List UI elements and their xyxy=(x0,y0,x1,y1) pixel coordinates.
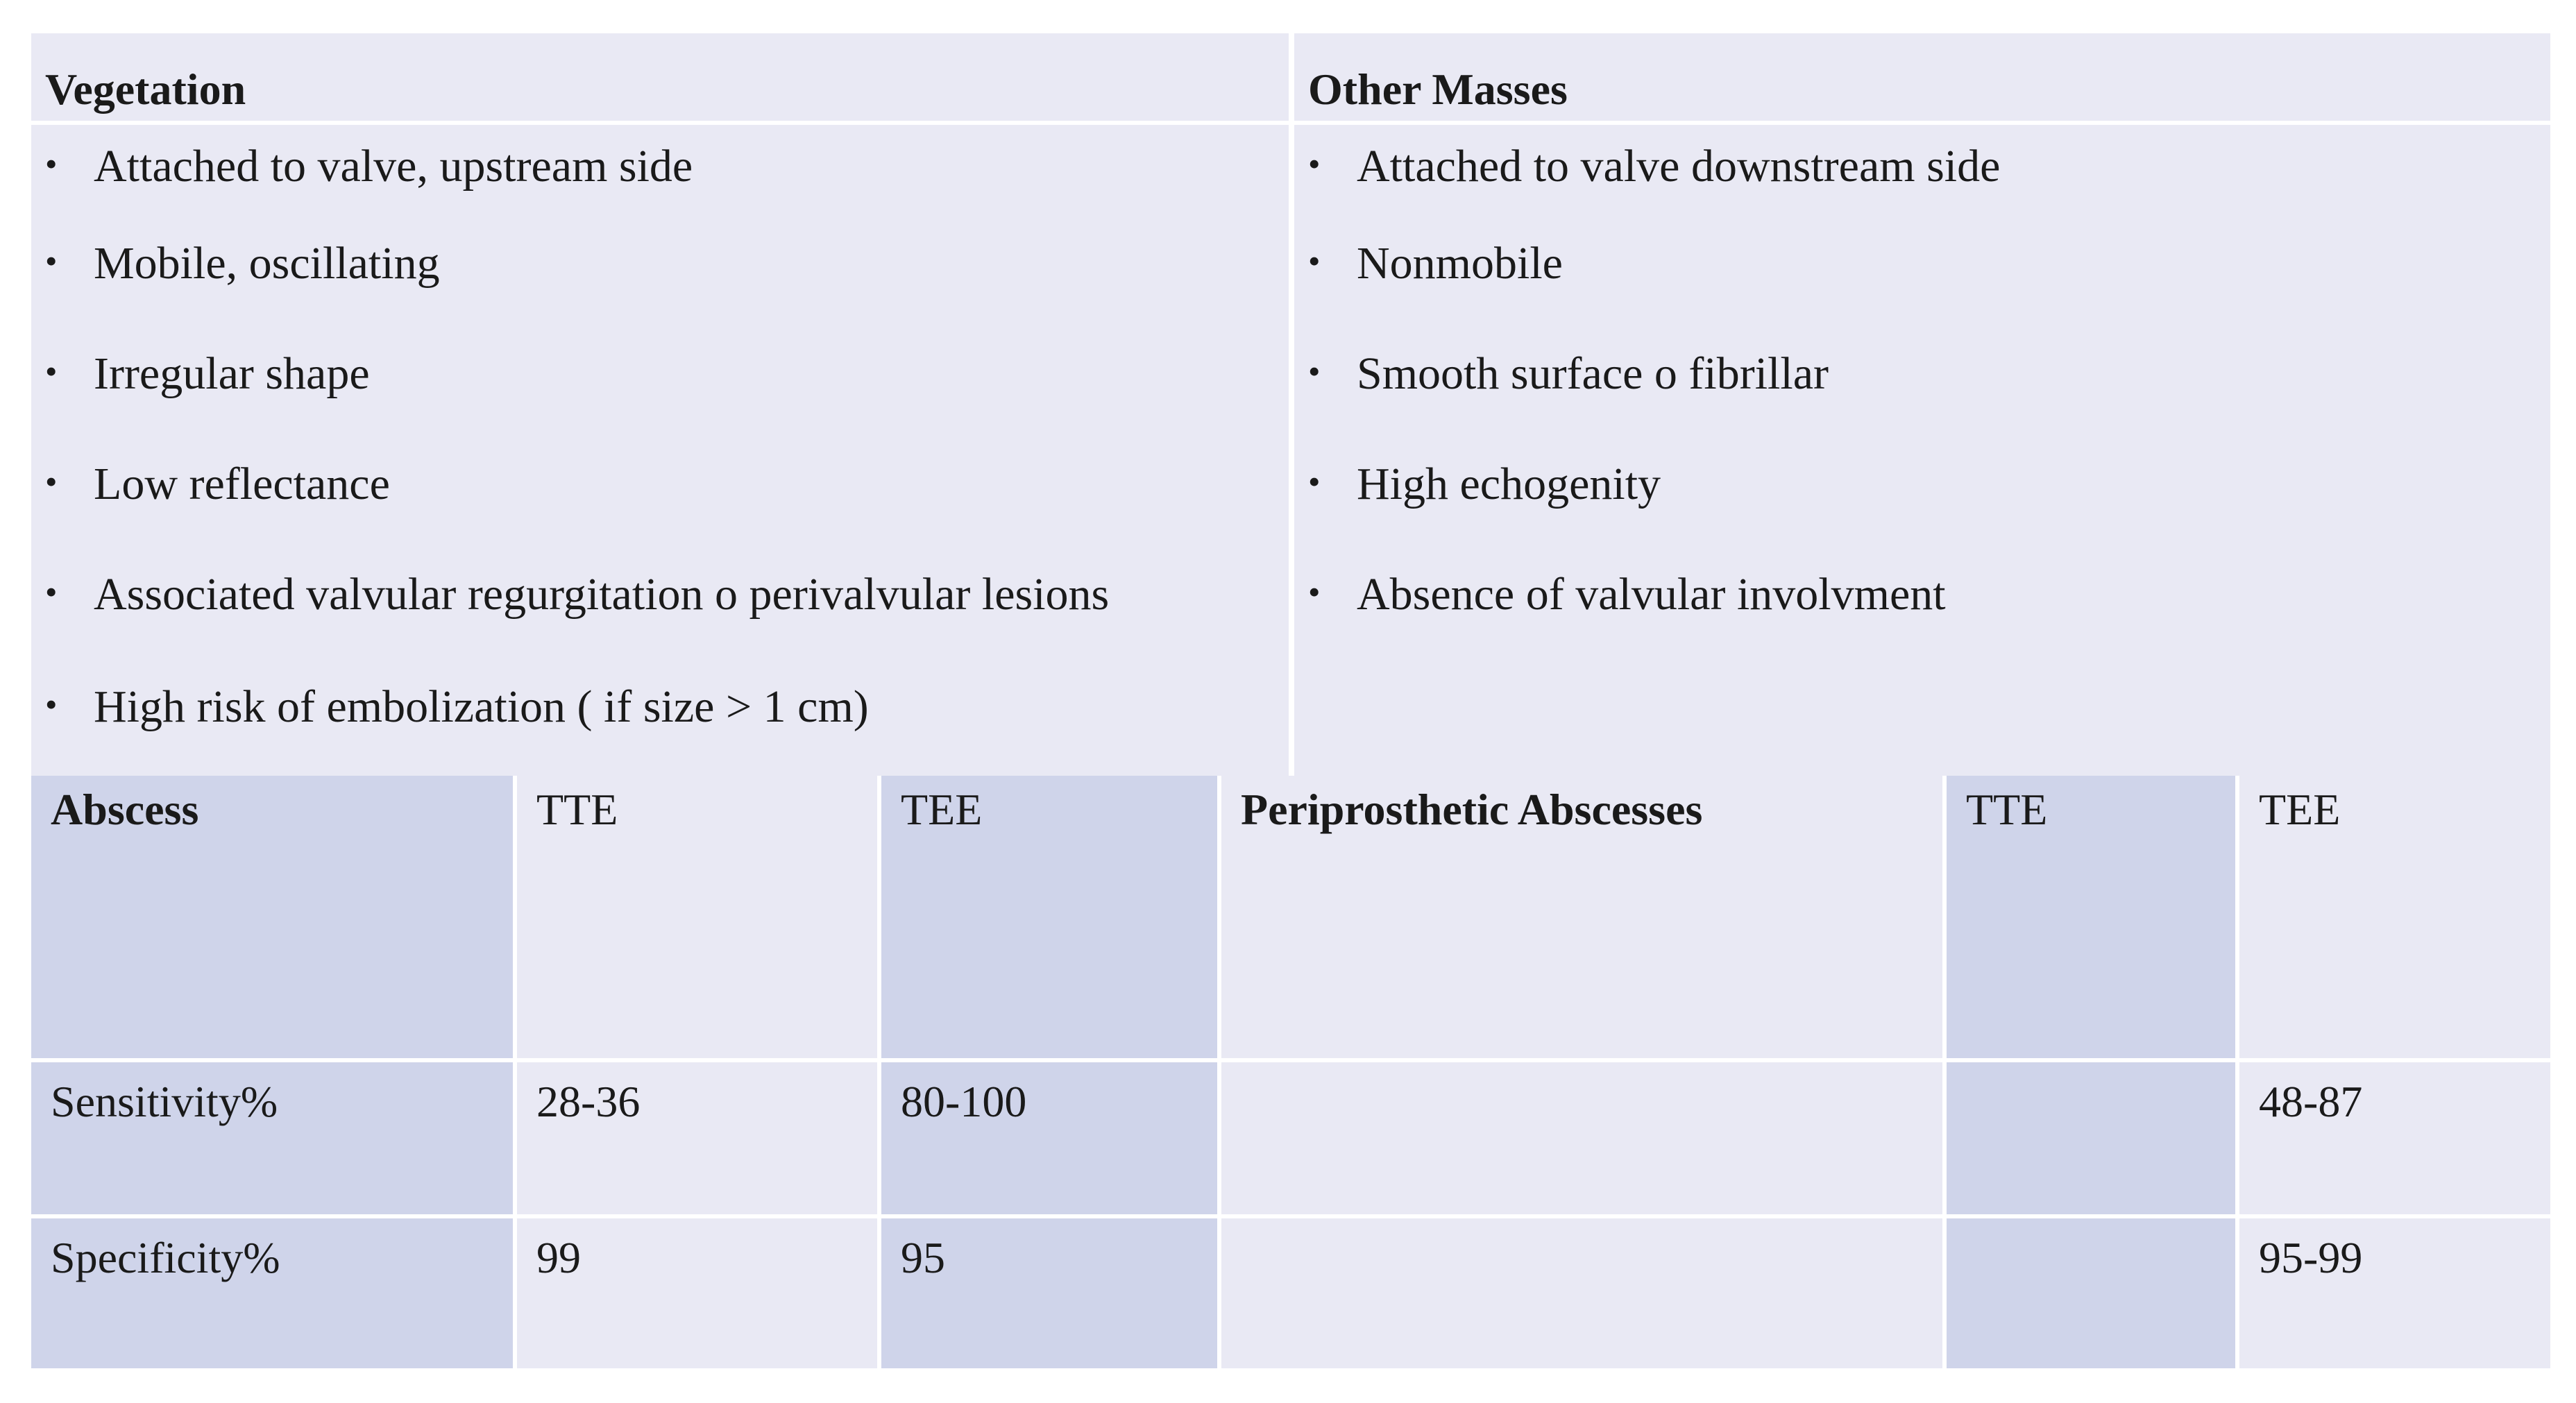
table-cell xyxy=(1947,1062,2239,1218)
abscess-table xyxy=(31,776,2550,1372)
list-item: • Absence of valvular involvment xyxy=(1308,568,1946,620)
list-item: • Attached to valve, upstream side xyxy=(45,141,693,192)
other-masses-header: Other Masses xyxy=(1294,33,2550,125)
bullet-icon: • xyxy=(45,684,58,724)
list-item: • High echogenity xyxy=(1308,458,1661,509)
vegetation-list xyxy=(31,125,1289,764)
vegetation-header: Vegetation xyxy=(31,33,1289,125)
table-header-row xyxy=(31,776,2550,1062)
table-cell xyxy=(1947,1218,2239,1372)
other-masses-list xyxy=(1294,125,2550,649)
tte-header: TTE xyxy=(517,776,881,1062)
vegetation-vs-masses-table xyxy=(31,33,2550,776)
table-cell: 28-36 xyxy=(517,1062,881,1218)
bullet-icon: • xyxy=(1308,241,1321,280)
table-cell: 95-99 xyxy=(2239,1218,2550,1372)
bullet-icon: • xyxy=(45,461,58,501)
bullet-icon: • xyxy=(45,572,58,611)
table-cell xyxy=(1221,1218,1947,1372)
list-item: • High risk of embolization ( if size > 1 cm) xyxy=(45,681,869,732)
table-row xyxy=(31,1218,2550,1372)
table-cell: Specificity% xyxy=(31,1218,517,1372)
bullet-icon: • xyxy=(1308,144,1321,183)
bullet-icon: • xyxy=(1308,461,1321,501)
table-cell xyxy=(1221,1062,1947,1218)
table-cell: 99 xyxy=(517,1218,881,1372)
table-row xyxy=(31,1062,2550,1218)
list-item: • Smooth surface o fibrillar xyxy=(1308,348,1829,399)
list-item: • Nonmobile xyxy=(1308,237,1563,289)
bullet-icon: • xyxy=(45,144,58,183)
list-item: • Irregular shape xyxy=(45,348,370,399)
list-item: • Low reflectance xyxy=(45,458,390,509)
bullet-icon: • xyxy=(1308,572,1321,611)
list-item: • Associated valvular regurgitation o perivalvular lesions xyxy=(45,568,1110,620)
periprosthetic-header: Periprosthetic Abscesses xyxy=(1221,776,1947,1062)
bullet-icon: • xyxy=(1308,351,1321,391)
list-item: • Attached to valve downstream side xyxy=(1308,141,2001,192)
other-masses-column xyxy=(1294,33,2550,776)
vegetation-column xyxy=(31,33,1289,776)
table-cell: Sensitivity% xyxy=(31,1062,517,1218)
tee-header: TEE xyxy=(881,776,1221,1062)
tee-header-2: TEE xyxy=(2239,776,2550,1062)
table-cell: 48-87 xyxy=(2239,1062,2550,1218)
list-item: • Mobile, oscillating xyxy=(45,237,440,289)
bullet-icon: • xyxy=(45,241,58,280)
tte-header-2: TTE xyxy=(1947,776,2239,1062)
abscess-header: Abscess xyxy=(31,776,517,1062)
bullet-icon: • xyxy=(45,351,58,391)
table-cell: 80-100 xyxy=(881,1062,1221,1218)
table-cell: 95 xyxy=(881,1218,1221,1372)
